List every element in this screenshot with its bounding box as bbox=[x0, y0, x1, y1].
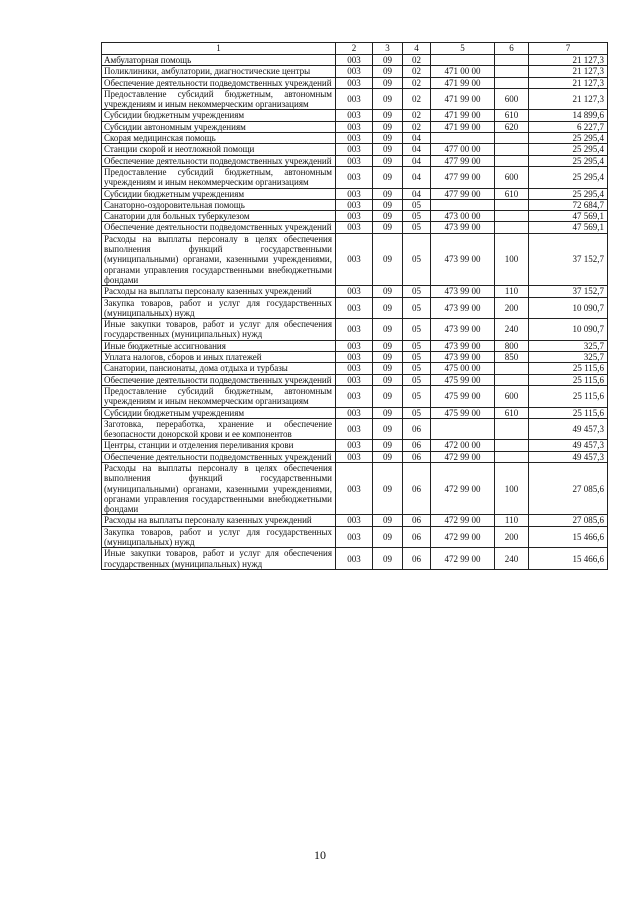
row-amount: 10 090,7 bbox=[529, 319, 608, 341]
row-code-6: 200 bbox=[495, 526, 529, 548]
row-code-2: 003 bbox=[336, 374, 373, 385]
row-code-2: 003 bbox=[336, 144, 373, 155]
row-code-4: 02 bbox=[403, 55, 431, 66]
row-name: Предоставление субсидий бюджетным, автономным учреждениям и иным некоммерческим организациям bbox=[102, 166, 336, 188]
row-code-6 bbox=[495, 418, 529, 440]
row-name: Закупка товаров, работ и услуг для государственных (муниципальных) нужд bbox=[102, 526, 336, 548]
col-header-2: 2 bbox=[336, 43, 373, 55]
row-name: Субсидии бюджетным учреждениям bbox=[102, 188, 336, 199]
row-name: Заготовка, переработка, хранение и обеспечение безопасности донорской крови и ее компонентов bbox=[102, 418, 336, 440]
table-row bbox=[102, 374, 608, 385]
row-code-4: 04 bbox=[403, 133, 431, 144]
row-code-6 bbox=[495, 440, 529, 451]
row-name: Обеспечение деятельности подведомственных учреждений bbox=[102, 374, 336, 385]
col-header-5: 5 bbox=[431, 43, 495, 55]
row-code-6 bbox=[495, 155, 529, 166]
row-code-2: 003 bbox=[336, 188, 373, 199]
table-row bbox=[102, 363, 608, 374]
row-code-5: 471 99 00 bbox=[431, 88, 495, 110]
row-code-4: 05 bbox=[403, 297, 431, 319]
row-name: Расходы на выплаты персоналу в целях обеспечения выполнения функций государственными (муниципальными) органами, казенными учреждениями, органами управления государственными внебюджетными фондами bbox=[102, 462, 336, 514]
row-amount: 325,7 bbox=[529, 352, 608, 363]
row-code-4: 05 bbox=[403, 211, 431, 222]
row-code-2: 003 bbox=[336, 211, 373, 222]
row-amount: 37 152,7 bbox=[529, 233, 608, 285]
row-name: Предоставление субсидий бюджетным, автономным учреждениям и иным некоммерческим организациям bbox=[102, 385, 336, 407]
row-amount: 37 152,7 bbox=[529, 286, 608, 297]
row-code-6: 610 bbox=[495, 110, 529, 121]
table-row bbox=[102, 440, 608, 451]
row-code-5: 472 99 00 bbox=[431, 462, 495, 514]
row-amount: 25 115,6 bbox=[529, 374, 608, 385]
row-code-5: 472 99 00 bbox=[431, 526, 495, 548]
table-row bbox=[102, 110, 608, 121]
table-row bbox=[102, 418, 608, 440]
row-code-3: 09 bbox=[373, 340, 403, 351]
header-row bbox=[102, 43, 608, 55]
row-code-3: 09 bbox=[373, 451, 403, 462]
row-amount: 47 569,1 bbox=[529, 211, 608, 222]
row-code-4: 04 bbox=[403, 166, 431, 188]
row-name: Иные закупки товаров, работ и услуг для обеспечения государственных (муниципальных) нужд bbox=[102, 319, 336, 341]
table-row bbox=[102, 77, 608, 88]
row-amount: 25 115,6 bbox=[529, 407, 608, 418]
row-name: Субсидии автономным учреждениям bbox=[102, 121, 336, 132]
table-row bbox=[102, 133, 608, 144]
row-code-6: 240 bbox=[495, 548, 529, 570]
row-name: Расходы на выплаты персоналу казенных учреждений bbox=[102, 515, 336, 526]
row-code-3: 09 bbox=[373, 155, 403, 166]
row-code-5: 475 99 00 bbox=[431, 374, 495, 385]
row-name: Санатории, пансионаты, дома отдыха и турбазы bbox=[102, 363, 336, 374]
row-code-4: 05 bbox=[403, 340, 431, 351]
row-code-4: 05 bbox=[403, 199, 431, 210]
row-code-3: 09 bbox=[373, 515, 403, 526]
row-code-4: 06 bbox=[403, 440, 431, 451]
row-amount: 27 085,6 bbox=[529, 515, 608, 526]
row-code-6 bbox=[495, 77, 529, 88]
budget-table bbox=[101, 42, 608, 570]
row-amount: 25 295,4 bbox=[529, 188, 608, 199]
row-code-3: 09 bbox=[373, 77, 403, 88]
table-row bbox=[102, 66, 608, 77]
row-amount: 21 127,3 bbox=[529, 66, 608, 77]
row-name: Расходы на выплаты персоналу казенных учреждений bbox=[102, 286, 336, 297]
row-amount: 25 295,4 bbox=[529, 133, 608, 144]
row-code-2: 003 bbox=[336, 55, 373, 66]
row-code-3: 09 bbox=[373, 88, 403, 110]
row-code-3: 09 bbox=[373, 286, 403, 297]
table-row bbox=[102, 55, 608, 66]
row-code-4: 02 bbox=[403, 121, 431, 132]
page-number: 10 bbox=[314, 848, 326, 862]
row-code-3: 09 bbox=[373, 211, 403, 222]
row-name: Санатории для больных туберкулезом bbox=[102, 211, 336, 222]
row-amount: 27 085,6 bbox=[529, 462, 608, 514]
row-code-2: 003 bbox=[336, 407, 373, 418]
table-row bbox=[102, 548, 608, 570]
table-row bbox=[102, 211, 608, 222]
row-amount: 21 127,3 bbox=[529, 77, 608, 88]
row-name: Уплата налогов, сборов и иных платежей bbox=[102, 352, 336, 363]
row-code-4: 05 bbox=[403, 363, 431, 374]
table-row bbox=[102, 340, 608, 351]
row-code-6 bbox=[495, 374, 529, 385]
table-row bbox=[102, 451, 608, 462]
row-code-4: 06 bbox=[403, 548, 431, 570]
col-header-1: 1 bbox=[102, 43, 336, 55]
row-code-5 bbox=[431, 418, 495, 440]
row-code-3: 09 bbox=[373, 188, 403, 199]
row-code-3: 09 bbox=[373, 548, 403, 570]
row-amount: 72 684,7 bbox=[529, 199, 608, 210]
row-code-6: 800 bbox=[495, 340, 529, 351]
row-code-2: 003 bbox=[336, 133, 373, 144]
row-code-5: 473 99 00 bbox=[431, 352, 495, 363]
table-row bbox=[102, 352, 608, 363]
row-code-4: 04 bbox=[403, 144, 431, 155]
row-code-5: 475 99 00 bbox=[431, 407, 495, 418]
table-row bbox=[102, 462, 608, 514]
row-code-6: 610 bbox=[495, 407, 529, 418]
row-name: Санаторно-оздоровительная помощь bbox=[102, 199, 336, 210]
row-code-5: 473 99 00 bbox=[431, 233, 495, 285]
col-header-4: 4 bbox=[403, 43, 431, 55]
row-code-2: 003 bbox=[336, 222, 373, 233]
row-code-2: 003 bbox=[336, 297, 373, 319]
row-code-5: 473 99 00 bbox=[431, 319, 495, 341]
row-amount: 25 295,4 bbox=[529, 144, 608, 155]
row-amount: 47 569,1 bbox=[529, 222, 608, 233]
row-code-4: 04 bbox=[403, 155, 431, 166]
row-code-5: 472 99 00 bbox=[431, 548, 495, 570]
table-row bbox=[102, 286, 608, 297]
row-code-4: 06 bbox=[403, 451, 431, 462]
row-name: Обеспечение деятельности подведомственных учреждений bbox=[102, 222, 336, 233]
row-code-6: 200 bbox=[495, 297, 529, 319]
row-code-5: 472 99 00 bbox=[431, 451, 495, 462]
row-code-5: 473 99 00 bbox=[431, 340, 495, 351]
row-code-3: 09 bbox=[373, 110, 403, 121]
row-code-2: 003 bbox=[336, 340, 373, 351]
row-code-2: 003 bbox=[336, 199, 373, 210]
row-amount: 15 466,6 bbox=[529, 526, 608, 548]
row-code-4: 05 bbox=[403, 286, 431, 297]
row-code-2: 003 bbox=[336, 233, 373, 285]
row-code-5: 471 99 00 bbox=[431, 121, 495, 132]
row-code-2: 003 bbox=[336, 440, 373, 451]
row-code-5: 473 00 00 bbox=[431, 211, 495, 222]
row-code-6 bbox=[495, 199, 529, 210]
row-code-2: 003 bbox=[336, 515, 373, 526]
table-row bbox=[102, 144, 608, 155]
row-code-5: 471 99 00 bbox=[431, 77, 495, 88]
row-name: Иные закупки товаров, работ и услуг для обеспечения государственных (муниципальных) нужд bbox=[102, 548, 336, 570]
row-name: Иные бюджетные ассигнования bbox=[102, 340, 336, 351]
row-name: Закупка товаров, работ и услуг для государственных (муниципальных) нужд bbox=[102, 297, 336, 319]
row-code-3: 09 bbox=[373, 526, 403, 548]
row-code-6: 240 bbox=[495, 319, 529, 341]
row-code-3: 09 bbox=[373, 319, 403, 341]
row-code-2: 003 bbox=[336, 385, 373, 407]
row-name: Скорая медицинская помощь bbox=[102, 133, 336, 144]
row-code-4: 05 bbox=[403, 385, 431, 407]
row-code-3: 09 bbox=[373, 297, 403, 319]
row-code-3: 09 bbox=[373, 407, 403, 418]
row-code-6 bbox=[495, 222, 529, 233]
row-name: Центры, станции и отделения переливания крови bbox=[102, 440, 336, 451]
row-code-2: 003 bbox=[336, 66, 373, 77]
row-code-6: 600 bbox=[495, 88, 529, 110]
row-code-2: 003 bbox=[336, 286, 373, 297]
row-code-4: 05 bbox=[403, 233, 431, 285]
row-code-3: 09 bbox=[373, 222, 403, 233]
row-code-4: 05 bbox=[403, 319, 431, 341]
table-row bbox=[102, 233, 608, 285]
row-code-4: 02 bbox=[403, 110, 431, 121]
row-code-6 bbox=[495, 211, 529, 222]
row-code-5: 475 99 00 bbox=[431, 385, 495, 407]
row-code-3: 09 bbox=[373, 166, 403, 188]
table-row bbox=[102, 297, 608, 319]
row-name: Расходы на выплаты персоналу в целях обеспечения выполнения функций государственными (муниципальными) органами, казенными учреждениями, органами управления государственными внебюджетными фондами bbox=[102, 233, 336, 285]
row-code-6: 600 bbox=[495, 385, 529, 407]
row-amount: 49 457,3 bbox=[529, 451, 608, 462]
row-code-3: 09 bbox=[373, 55, 403, 66]
row-code-4: 05 bbox=[403, 352, 431, 363]
row-code-3: 09 bbox=[373, 233, 403, 285]
row-name: Субсидии бюджетным учреждениям bbox=[102, 110, 336, 121]
table-row bbox=[102, 199, 608, 210]
row-code-3: 09 bbox=[373, 66, 403, 77]
row-amount: 21 127,3 bbox=[529, 88, 608, 110]
row-name: Обеспечение деятельности подведомственных учреждений bbox=[102, 451, 336, 462]
row-code-6: 110 bbox=[495, 286, 529, 297]
row-code-6 bbox=[495, 66, 529, 77]
row-code-6 bbox=[495, 55, 529, 66]
row-code-2: 003 bbox=[336, 77, 373, 88]
row-amount: 49 457,3 bbox=[529, 440, 608, 451]
row-code-5 bbox=[431, 199, 495, 210]
row-code-3: 09 bbox=[373, 385, 403, 407]
table-row bbox=[102, 155, 608, 166]
row-code-5: 475 00 00 bbox=[431, 363, 495, 374]
row-amount: 25 115,6 bbox=[529, 363, 608, 374]
row-code-2: 003 bbox=[336, 121, 373, 132]
row-name: Поликлиники, амбулатории, диагностические центры bbox=[102, 66, 336, 77]
row-code-3: 09 bbox=[373, 133, 403, 144]
row-code-3: 09 bbox=[373, 418, 403, 440]
table-row bbox=[102, 515, 608, 526]
row-code-6: 100 bbox=[495, 462, 529, 514]
row-code-5: 473 99 00 bbox=[431, 222, 495, 233]
table-row bbox=[102, 385, 608, 407]
row-code-2: 003 bbox=[336, 88, 373, 110]
table-row bbox=[102, 121, 608, 132]
row-code-3: 09 bbox=[373, 144, 403, 155]
row-code-2: 003 bbox=[336, 110, 373, 121]
row-code-2: 003 bbox=[336, 319, 373, 341]
col-header-6: 6 bbox=[495, 43, 529, 55]
row-code-2: 003 bbox=[336, 548, 373, 570]
row-code-6: 850 bbox=[495, 352, 529, 363]
row-code-6 bbox=[495, 451, 529, 462]
row-code-5: 477 99 00 bbox=[431, 188, 495, 199]
row-code-5: 477 00 00 bbox=[431, 144, 495, 155]
row-code-4: 05 bbox=[403, 374, 431, 385]
row-code-3: 09 bbox=[373, 363, 403, 374]
row-code-6: 610 bbox=[495, 188, 529, 199]
row-code-4: 06 bbox=[403, 526, 431, 548]
row-amount: 25 115,6 bbox=[529, 385, 608, 407]
row-amount: 6 227,7 bbox=[529, 121, 608, 132]
row-code-2: 003 bbox=[336, 363, 373, 374]
row-name: Обеспечение деятельности подведомственных учреждений bbox=[102, 155, 336, 166]
table-row bbox=[102, 166, 608, 188]
row-code-5: 471 00 00 bbox=[431, 66, 495, 77]
row-code-5: 477 99 00 bbox=[431, 155, 495, 166]
table-row bbox=[102, 222, 608, 233]
row-code-5: 472 99 00 bbox=[431, 515, 495, 526]
row-code-2: 003 bbox=[336, 418, 373, 440]
col-header-7: 7 bbox=[529, 43, 608, 55]
table-row bbox=[102, 88, 608, 110]
row-name: Амбулаторная помощь bbox=[102, 55, 336, 66]
row-code-4: 04 bbox=[403, 188, 431, 199]
row-code-3: 09 bbox=[373, 352, 403, 363]
row-amount: 325,7 bbox=[529, 340, 608, 351]
row-amount: 21 127,3 bbox=[529, 55, 608, 66]
row-name: Предоставление субсидий бюджетным, автономным учреждениям и иным некоммерческим организациям bbox=[102, 88, 336, 110]
row-amount: 25 295,4 bbox=[529, 166, 608, 188]
row-code-4: 02 bbox=[403, 66, 431, 77]
table-row bbox=[102, 188, 608, 199]
table-row bbox=[102, 407, 608, 418]
row-code-2: 003 bbox=[336, 166, 373, 188]
row-amount: 15 466,6 bbox=[529, 548, 608, 570]
row-code-3: 09 bbox=[373, 440, 403, 451]
row-name: Станции скорой и неотложной помощи bbox=[102, 144, 336, 155]
row-amount: 14 899,6 bbox=[529, 110, 608, 121]
row-code-2: 003 bbox=[336, 462, 373, 514]
row-code-6: 110 bbox=[495, 515, 529, 526]
row-code-5 bbox=[431, 55, 495, 66]
row-code-6 bbox=[495, 363, 529, 374]
row-code-6: 100 bbox=[495, 233, 529, 285]
row-code-5: 472 00 00 bbox=[431, 440, 495, 451]
row-code-4: 05 bbox=[403, 407, 431, 418]
row-code-2: 003 bbox=[336, 451, 373, 462]
row-code-2: 003 bbox=[336, 526, 373, 548]
row-code-2: 003 bbox=[336, 352, 373, 363]
row-code-3: 09 bbox=[373, 121, 403, 132]
row-code-3: 09 bbox=[373, 199, 403, 210]
row-name: Обеспечение деятельности подведомственных учреждений bbox=[102, 77, 336, 88]
row-code-2: 003 bbox=[336, 155, 373, 166]
row-code-3: 09 bbox=[373, 462, 403, 514]
row-code-4: 06 bbox=[403, 515, 431, 526]
col-header-3: 3 bbox=[373, 43, 403, 55]
row-code-4: 06 bbox=[403, 418, 431, 440]
row-code-6: 600 bbox=[495, 166, 529, 188]
row-name: Субсидии бюджетным учреждениям bbox=[102, 407, 336, 418]
row-code-4: 02 bbox=[403, 88, 431, 110]
row-code-4: 05 bbox=[403, 222, 431, 233]
row-amount: 10 090,7 bbox=[529, 297, 608, 319]
row-code-3: 09 bbox=[373, 374, 403, 385]
row-code-5: 471 99 00 bbox=[431, 110, 495, 121]
row-code-6: 620 bbox=[495, 121, 529, 132]
row-code-6 bbox=[495, 144, 529, 155]
row-amount: 49 457,3 bbox=[529, 418, 608, 440]
row-amount: 25 295,4 bbox=[529, 155, 608, 166]
row-code-4: 06 bbox=[403, 462, 431, 514]
table-row bbox=[102, 319, 608, 341]
table-body bbox=[102, 55, 608, 570]
row-code-5 bbox=[431, 133, 495, 144]
row-code-4: 02 bbox=[403, 77, 431, 88]
row-code-5: 477 99 00 bbox=[431, 166, 495, 188]
table-row bbox=[102, 526, 608, 548]
row-code-5: 473 99 00 bbox=[431, 297, 495, 319]
row-code-6 bbox=[495, 133, 529, 144]
row-code-5: 473 99 00 bbox=[431, 286, 495, 297]
